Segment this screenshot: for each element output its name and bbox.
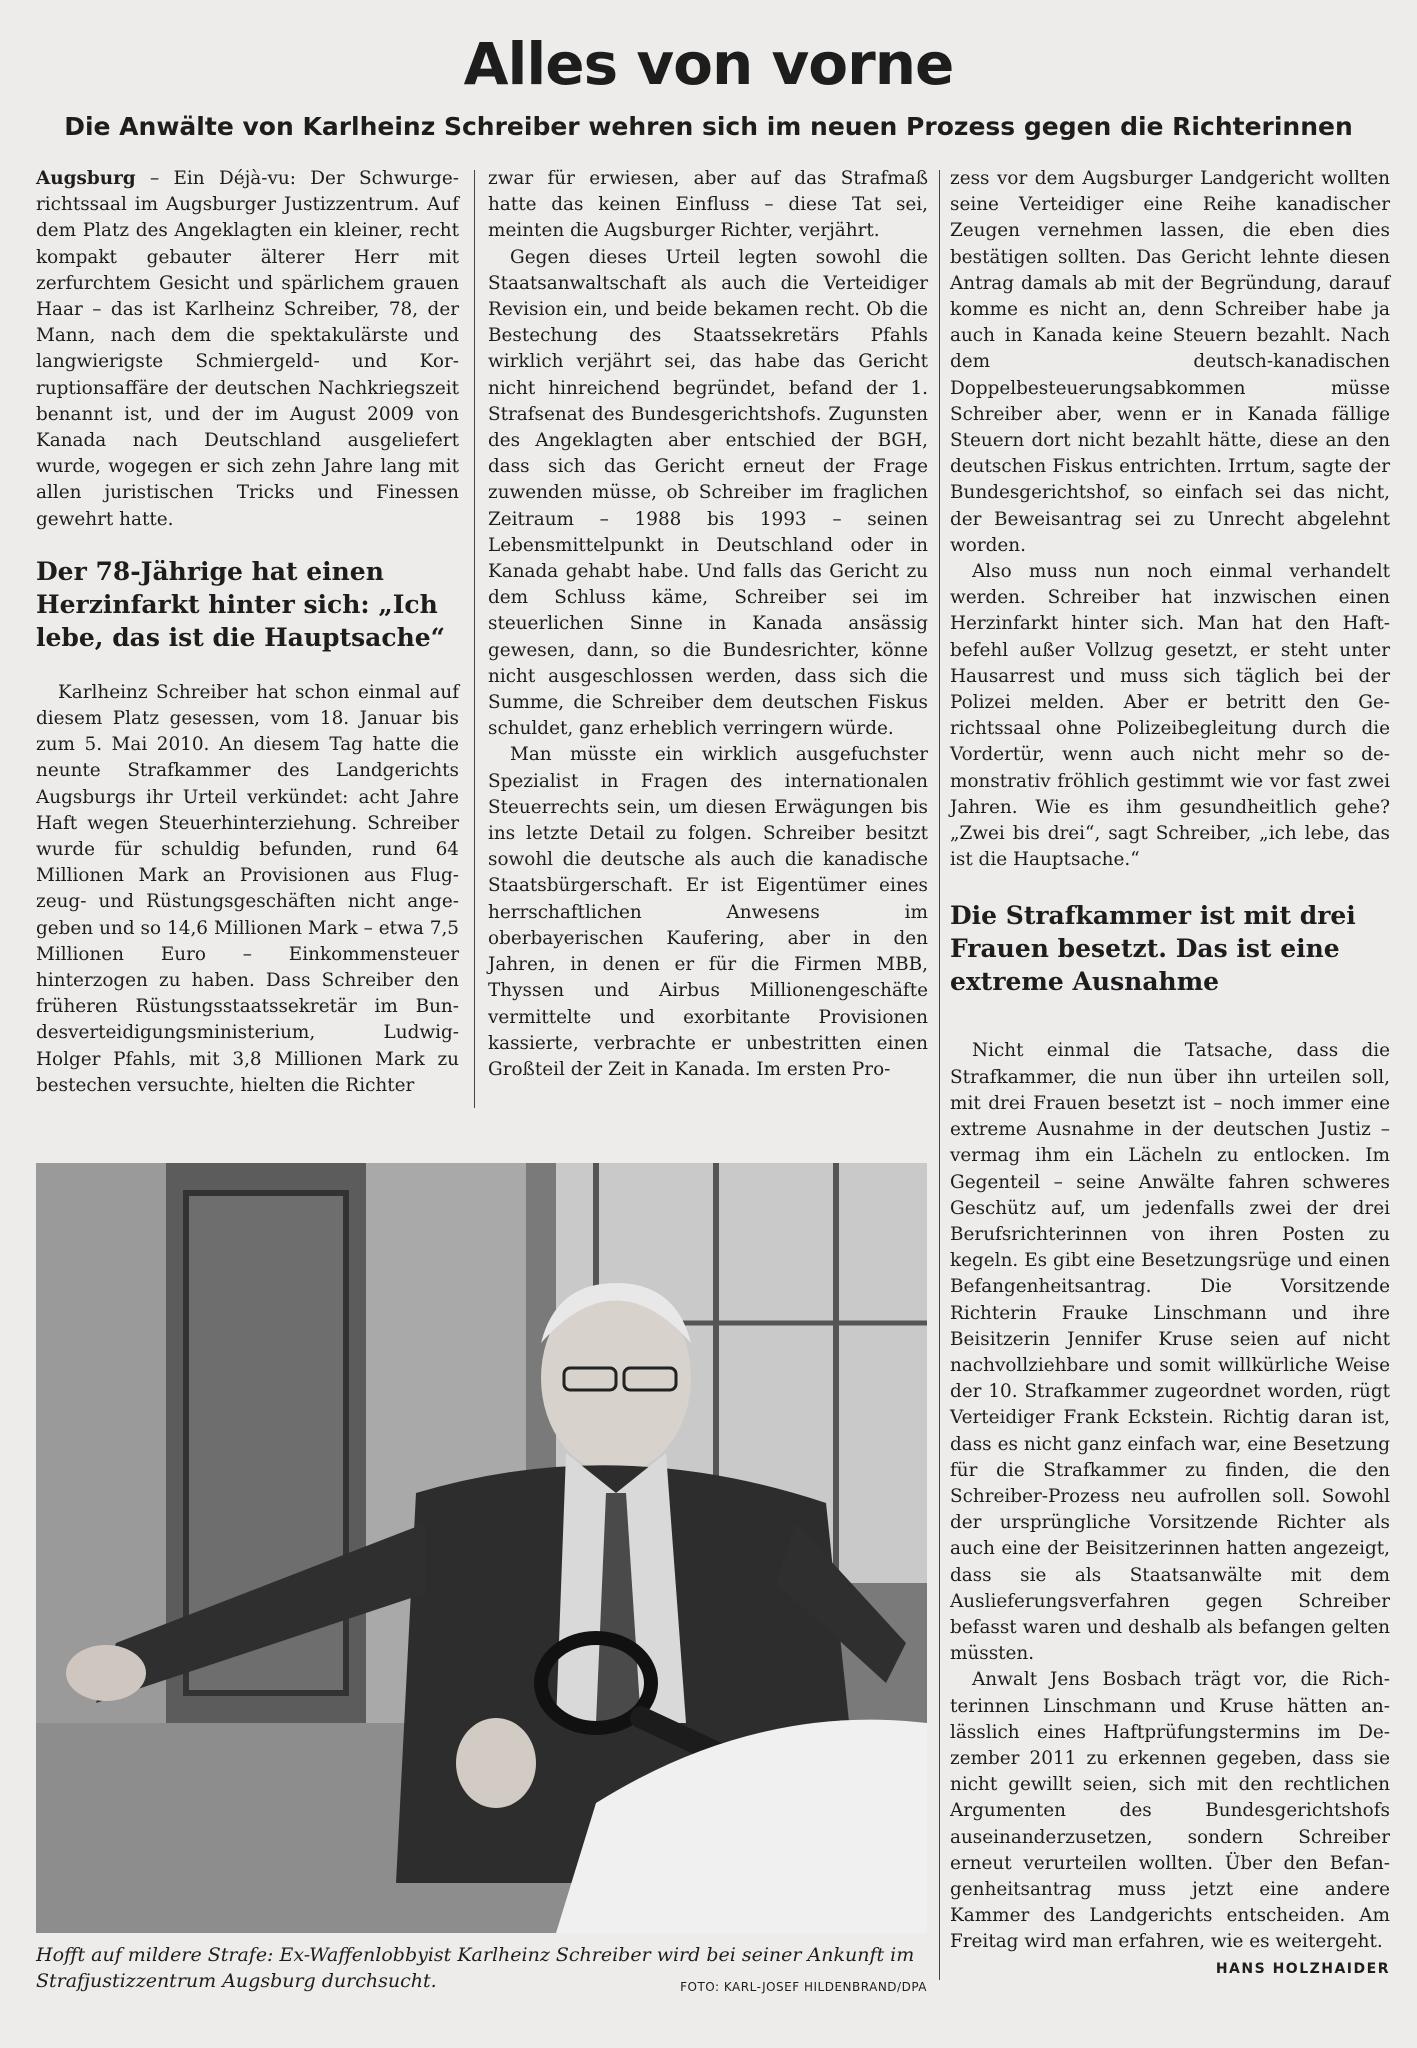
subheadline: Die Anwälte von Karlheinz Schreiber wehren sich im neuen Prozess gegen die Richterinnen [64, 112, 1353, 141]
paragraph [36, 166, 459, 533]
paragraph [950, 1667, 1390, 1977]
dateline: Augsburg [36, 168, 136, 189]
column-rule [474, 170, 475, 1108]
headline: Alles von vorne [463, 30, 954, 98]
paragraph: Gegen dieses Urteil legten sowohl die Staatsanwaltschaft als auch die Verteidiger Revision ein, und beide bekamen recht. Ob die Bestechung des Staatssekretärs Pfahls wirklich verjährt sei, das habe das Gericht nicht hinreichend begründet, befand der 1. Strafsenat des Bundesgerichtshofs. Zugunsten des Angeklagten aber entschied der BGH, dass sich das Gericht erneut der Frage zuwenden müsse, ob Schreiber im fraglichen Zeitraum – 1988 bis 1993 – seinen Lebensmittelpunkt in Deutschland oder in Kanada gehabt habe. Und falls das Gericht zu dem Schluss käme, Schreiber sei im steuerlichen Sinne in Kanada ansässig gewesen, dann, so die Bundesrichter, könne nicht ausgeschlossen werden, dass sich die Summe, die Schreiber dem deutschen Fiskus schuldet, ganz erheblich verringern würde. [488, 246, 928, 740]
paragraph: Also muss nun noch einmal verhandelt werden. Schreiber hat inzwischen einen Herzinfarkt hinter sich. Man hat den Haftbefehl außer Vollzug gesetzt, er steht unter Hausarrest und muss sich täglich bei der Polizei melden. Aber er betritt den Gerichtssaal ohne Polizeibegleitung durch die Vordertür, wenn auch nicht mehr so demonstrativ fröhlich gestimmt wie vor fast zwei Jahren. Wie es ihm gesundheitlich gehe? „Zwei bis drei“, sagt Schreiber, „ich lebe, das ist die Hauptsache.“ [950, 561, 1390, 871]
paragraph: Karlheinz Schreiber hat schon einmal auf diesem Platz gesessen, vom 18. Januar bis zum 5. Mai 2010. An diesem Tag hatte die neunte Strafkammer des Landgerichts Augsburgs ihr Urteil verkündet: acht Jahre Haft wegen Steuerhinterziehung. Schreiber wurde für schuldig befunden, rund 64 Millionen Mark an Provisionen aus Flugzeug- und Rüstungsgeschäften nicht angegeben und so 14,6 Millionen Mark – etwa 7,5 Millionen Euro – Einkommensteuer hinterzogen zu haben. Dass Schreiber den früheren Rüstungsstaatssekretär im Bundesverteidigungsministerium, Ludwig-Holger Pfahls, mit 3,8 Millionen Mark zu bestechen versuchte, hielten die Richter [36, 681, 459, 1096]
caption-text: Hofft auf mildere Strafe: Ex-Waffenlobbyist Karlheinz Schreiber wird bei seiner Ankunft im Strafjustizzentrum Augsburg durchsucht. [36, 1944, 915, 1992]
photo-caption [36, 1942, 927, 2000]
photo-credit: FOTO: KARL-JOSEF HILDENBRAND/DPA [680, 1980, 927, 1994]
news-photo [36, 1163, 927, 1933]
paragraph: Nicht einmal die Tatsache, dass die Strafkammer, die nun über ihn urteilen soll, mit drei Frauen besetzt ist – noch immer eine extreme Ausnahme in der deutschen Justiz – vermag ihm ein Lächeln zu entlocken. Im Gegenteil – seine Anwälte fahren schweres Geschütz auf, um jedenfalls zwei der drei Berufsrichterinnen von ihren Posten zu kegeln. Es gibt eine Besetzungsrüge und einen Befangenheitsantrag. Die Vorsitzende Richterin Frauke Linschmann und ihre Beisitzerin Jennifer Kruse seien auf nicht nachvollziehbare und somit willkürliche Weise der 10. Strafkammer zugeordnet worden, rügt Verteidiger Frank Eckstein. Richtig daran ist, dass es nicht ganz einfach war, eine Besetzung für die Strafkammer zu finden, die den Schreiber-Prozess neu aufrollen soll. Sowohl der ursprüngliche Vorsitzende Richter als auch eine der Beisitzerinnen hatten angezeigt, dass sie als Staatsanwälte mit dem Auslieferungsverfahren gegen Schreiber befasst waren und deshalb als befangen gelten müssten. [950, 1040, 1390, 1665]
column-rule [939, 170, 940, 1980]
article-column-1 [36, 166, 459, 1099]
paragraph: zess vor dem Augsburger Landgericht wollten seine Verteidiger eine Reihe kanadischer Zeugen vernehmen lassen, die eben dies bestätigen sollten. Das Gericht lehnte diesen Antrag damals ab mit der Begründung, darauf komme es nicht an, denn Schreiber habe ja auch in Kanada keine Steuern bezahlt. Nach dem deutsch-kanadischen Doppelbesteuerungsabkommen müsse Schreiber aber, wenn er in Kanada fällige Steuern dort nicht bezahlt hätte, diese an den deutschen Fiskus entrichten. Irrtum, sagte der Bundesgerichtshof, so einfach sei das nicht, der Beweisantrag sei zu Unrecht abgelehnt worden. [950, 168, 1390, 556]
subheading-1: Der 78-Jährige hat einen Herzinfarkt hinter sich: „Ich lebe, das ist die Hauptsache“ [36, 556, 446, 652]
paragraph-text: – Ein Déjà-vu: Der Schwurgerichtssaal im Augsburger Justizzentrum. Auf dem Platz des Angeklagten ein kleiner, recht kompakt gebauter älterer Herr mit zerfurchtem Gesicht und spärlichem grauen Haar – das ist Karlheinz Schreiber, 78, der Mann, nach dem die spektakulärste und langwierigste Schmiergeld- und Korruptionsaffäre der deutschen Nachkriegszeit benannt ist, und der im August 2009 von Kanada nach Deutschland ausgeliefert wurde, wogegen er sich zehn Jahre lang mit allen juristischen Tricks und Finessen gewehrt hatte. [36, 168, 459, 530]
article-column-2 [488, 166, 928, 1083]
paragraph-text: Anwalt Jens Bosbach trägt vor, die Richterinnen Linschmann und Kruse hätten anlässlich eines Haftprüfungstermins im Dezember 2011 zu erkennen gegeben, dass sie nicht gewillt seien, sich mit den rechtlichen Argumenten des Bundesgerichtshofs auseinanderzusetzen, sondern Schreiber erneut verurteilen wollten. Über den Befangenheitsantrag muss jetzt eine andere Kammer des Landgerichts entscheiden. Am Freitag wird man erfahren, wie es weitergeht. [950, 1669, 1390, 1953]
paragraph: Man müsste ein wirklich ausgefuchster Spezialist in Fragen des internationalen Steuerrechts sein, um diesen Erwägungen bis ins letzte Detail zu folgen. Schreiber besitzt sowohl die deutsche als auch die kanadische Staatsbürgerschaft. Er ist Eigentümer eines herrschaftlichen Anwesens im oberbayerischen Kaufering, aber in den Jahren, in denen er für die Firmen MBB, Thyssen und Airbus Millionengeschäfte vermittelte und exorbitante Provisionen kassierte, verbrachte er unbestritten einen Großteil der Zeit in Kanada. Im ersten Pro- [488, 744, 928, 1080]
paragraph: zwar für erwiesen, aber auf das Strafmaß hatte das keinen Einfluss – diese Tat sei, meinten die Augsburger Richter, verjährt. [488, 168, 928, 242]
author-byline: HANS HOLZHAIDER [1215, 1960, 1390, 1977]
subheading-2: Die Strafkammer ist mit drei Frauen besetzt. Das ist eine extreme Ausnahme [950, 901, 1356, 997]
article-column-3 [950, 166, 1390, 1982]
photo-illustration [36, 1163, 927, 1933]
